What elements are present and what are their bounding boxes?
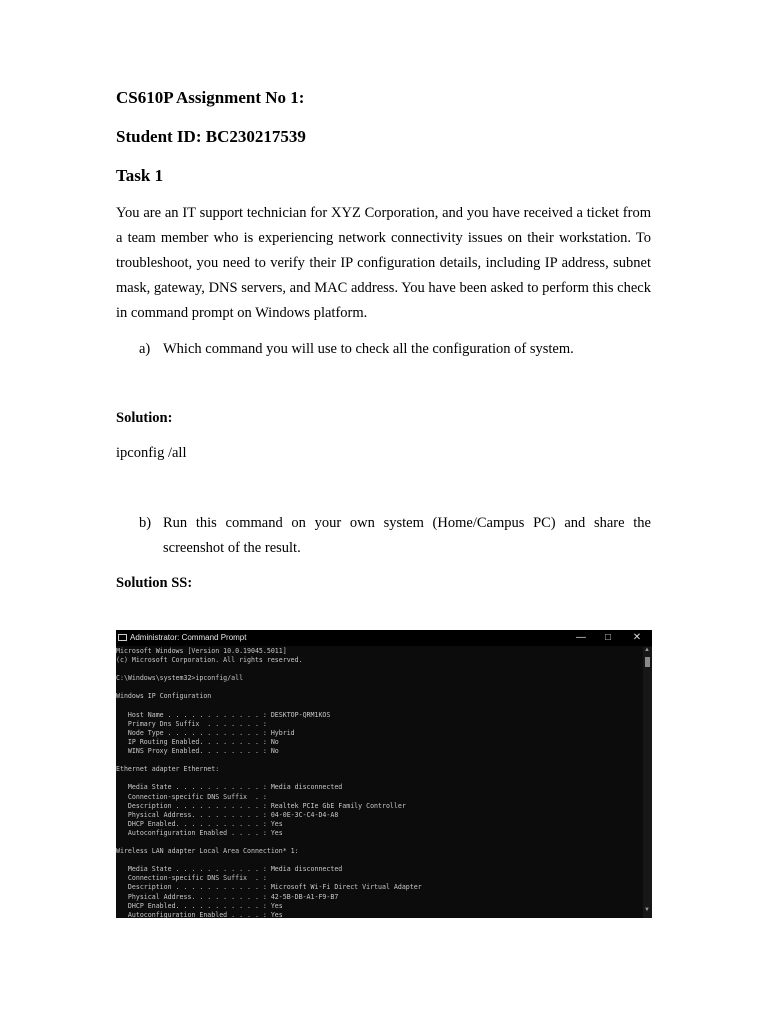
intro-paragraph: You are an IT support technician for XYZ Corporation, and you have received a ticket from a team member who is experiencing network connectivity issues on their workstation. To troubleshoot, you need to verify their IP configuration details, including IP address, subnet mask, gateway, DNS servers, and MAC address. You have been asked to perform this check in command prompt on Windows platform.: [116, 205, 651, 321]
question-a-text: Which command you will use to check all the configuration of system.: [163, 341, 574, 357]
cmd-output-line: C:\Windows\system32>ipconfig/all: [116, 674, 244, 683]
cmd-output-line: IP Routing Enabled. . . . . . . . : No: [116, 737, 279, 746]
task-title: Task 1: [116, 166, 164, 185]
cmd-scrollbar: [643, 647, 652, 918]
scroll-thumb: [645, 657, 650, 667]
cmd-output-line: Autoconfiguration Enabled . . . . : Yes: [116, 828, 283, 837]
cmd-output-line: WINS Proxy Enabled. . . . . . . . : No: [116, 747, 279, 756]
cmd-output-line: [116, 702, 642, 711]
scroll-up-icon: ▲: [644, 647, 650, 653]
cmd-output-line: Connection-specific DNS Suffix . :: [116, 874, 267, 883]
cmd-output-line: [116, 665, 642, 674]
cmd-output-line: Media State . . . . . . . . . . . : Media disconnected: [116, 783, 343, 792]
cmd-output: [116, 647, 642, 918]
cmd-output-line: Microsoft Windows [Version 10.0.19045.5011]: [116, 647, 287, 655]
scroll-down-icon: ▼: [644, 907, 650, 913]
solution-b-label: Solution SS:: [116, 575, 193, 591]
minimize-icon: —: [576, 632, 586, 643]
cmd-output-line: Host Name . . . . . . . . . . . . : DESKTOP-QRM1KOS: [116, 710, 331, 719]
cmd-output-line: [116, 774, 642, 783]
cmd-output-line: Connection-specific DNS Suffix . :: [116, 792, 267, 801]
cmd-output-line: Autoconfiguration Enabled . . . . : Yes: [116, 910, 283, 918]
question-b: [139, 511, 651, 561]
close-icon: ✕: [632, 632, 642, 643]
question-b-text: Run this command on your own system (Home/Campus PC) and share the screenshot of the result.: [163, 515, 651, 556]
cmd-output-line: DHCP Enabled. . . . . . . . . . . : Yes: [116, 819, 283, 828]
student-id: Student ID: BC230217539: [116, 127, 306, 146]
cmd-title-bar: [116, 630, 652, 646]
cmd-output-line: [116, 683, 642, 692]
solution-a-answer: ipconfig /all: [116, 445, 187, 461]
cmd-output-line: [116, 856, 642, 865]
cmd-output-line: [116, 756, 642, 765]
question-b-marker: b): [139, 515, 152, 531]
question-a: [139, 337, 651, 362]
cmd-output-line: Description . . . . . . . . . . . : Microsoft Wi-Fi Direct Virtual Adapter: [116, 883, 422, 892]
cmd-output-line: Windows IP Configuration: [116, 692, 212, 701]
cmd-output-line: Wireless LAN adapter Local Area Connection* 1:: [116, 847, 299, 856]
cmd-app-icon: [118, 634, 127, 641]
command-prompt-screenshot: [116, 630, 652, 918]
cmd-output-line: (c) Microsoft Corporation. All rights reserved.: [116, 656, 303, 665]
assignment-title: CS610P Assignment No 1:: [116, 88, 305, 107]
cmd-output-line: [116, 838, 642, 847]
solution-a-label: Solution:: [116, 410, 173, 426]
cmd-output-line: Physical Address. . . . . . . . . : 42-5B-DB-A1-F9-B7: [116, 892, 339, 901]
cmd-output-line: Node Type . . . . . . . . . . . . : Hybrid: [116, 728, 295, 737]
maximize-icon: □: [604, 632, 612, 643]
cmd-output-line: Physical Address. . . . . . . . . : 04-0E-3C-C4-D4-A8: [116, 810, 339, 819]
cmd-window-title: Administrator: Command Prompt: [130, 633, 247, 642]
cmd-output-line: Ethernet adapter Ethernet:: [116, 765, 220, 774]
cmd-output-line: Description . . . . . . . . . . . : Realtek PCIe GbE Family Controller: [116, 801, 406, 810]
cmd-output-line: Primary Dns Suffix . . . . . . . :: [116, 719, 267, 728]
cmd-output-line: Media State . . . . . . . . . . . : Media disconnected: [116, 865, 343, 874]
cmd-output-line: DHCP Enabled. . . . . . . . . . . : Yes: [116, 901, 283, 910]
question-a-marker: a): [139, 341, 151, 357]
